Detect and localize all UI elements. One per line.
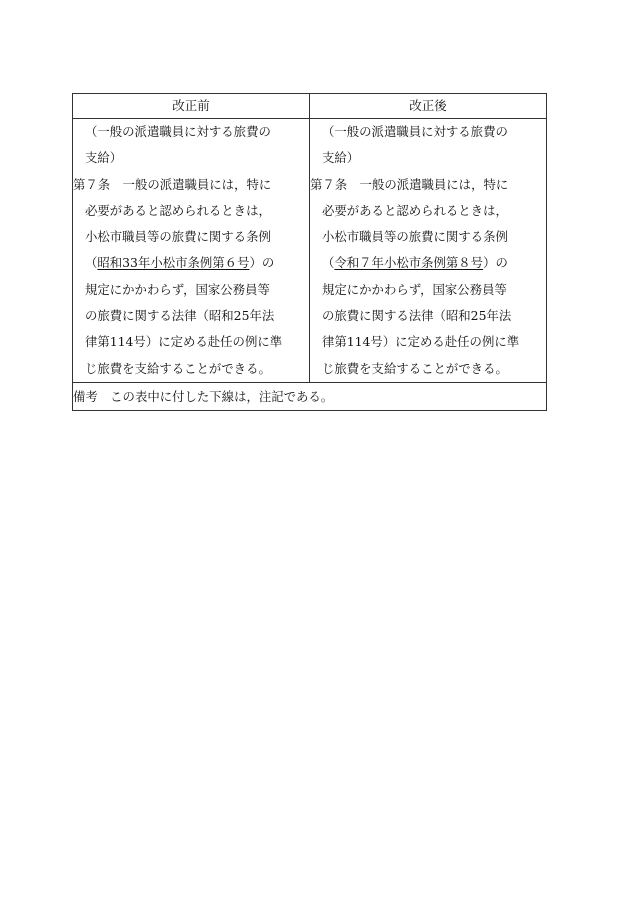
before-line-6: の旅費に関する法律（昭和25年法: [85, 308, 275, 324]
after-line-4-post: ）の: [483, 255, 508, 271]
header-row: [73, 94, 547, 119]
before-line-8: じ旅費を支給することができる。: [85, 360, 271, 376]
before-article-line-1: 第７条 一般の派遣職員には，特に: [73, 176, 272, 192]
table-note: 備考 この表中に付した下線は，注記である。: [73, 382, 547, 410]
after-caption-line-2: 支給）: [322, 150, 360, 166]
after-line-4: [310, 250, 546, 276]
document-page: [72, 93, 546, 411]
before-caption-line-1: （一般の派遣職員に対する旅費の: [85, 124, 271, 139]
after-line-8: じ旅費を支給することができる。: [322, 360, 508, 376]
before-line-4: [73, 250, 309, 276]
before-line-4-pre: （: [85, 255, 98, 271]
before-text-cell: [73, 119, 310, 383]
before-line-3: 小松市職員等の旅費に関する条例: [85, 229, 271, 245]
after-article-line-1: 第７条 一般の派遣職員には，特に: [310, 176, 509, 192]
comparison-table: [72, 93, 547, 411]
after-line-5: 規定にかかわらず，国家公務員等: [322, 281, 507, 297]
after-line-3: 小松市職員等の旅費に関する条例: [322, 229, 508, 245]
before-line-4-post: ）の: [249, 255, 275, 271]
before-line-7: 律第114号）に定める赴任の例に準: [85, 334, 283, 350]
before-line-2: 必要があると認められるときは，: [85, 202, 271, 218]
after-line-2: 必要があると認められるときは，: [322, 202, 508, 218]
after-caption-line-1: （一般の派遣職員に対する旅費の: [322, 124, 508, 139]
header-before: 改正前: [73, 94, 310, 119]
before-line-5: 規定にかかわらず，国家公務員等: [85, 281, 270, 297]
after-line-4-pre: （: [322, 255, 335, 271]
body-row: [73, 119, 547, 383]
before-caption-line-2: 支給）: [85, 150, 123, 166]
after-text-cell: [310, 119, 547, 383]
after-line-6: の旅費に関する法律（昭和25年法: [322, 308, 512, 324]
header-after: 改正後: [310, 94, 547, 119]
after-line-7: 律第114号）に定める赴任の例に準: [322, 334, 520, 350]
after-underlined-amendment: 令和７年小松市条例第８号: [334, 255, 484, 271]
before-underlined-amendment: 昭和33年小松市条例第６号: [97, 255, 250, 271]
note-row: [73, 382, 547, 410]
